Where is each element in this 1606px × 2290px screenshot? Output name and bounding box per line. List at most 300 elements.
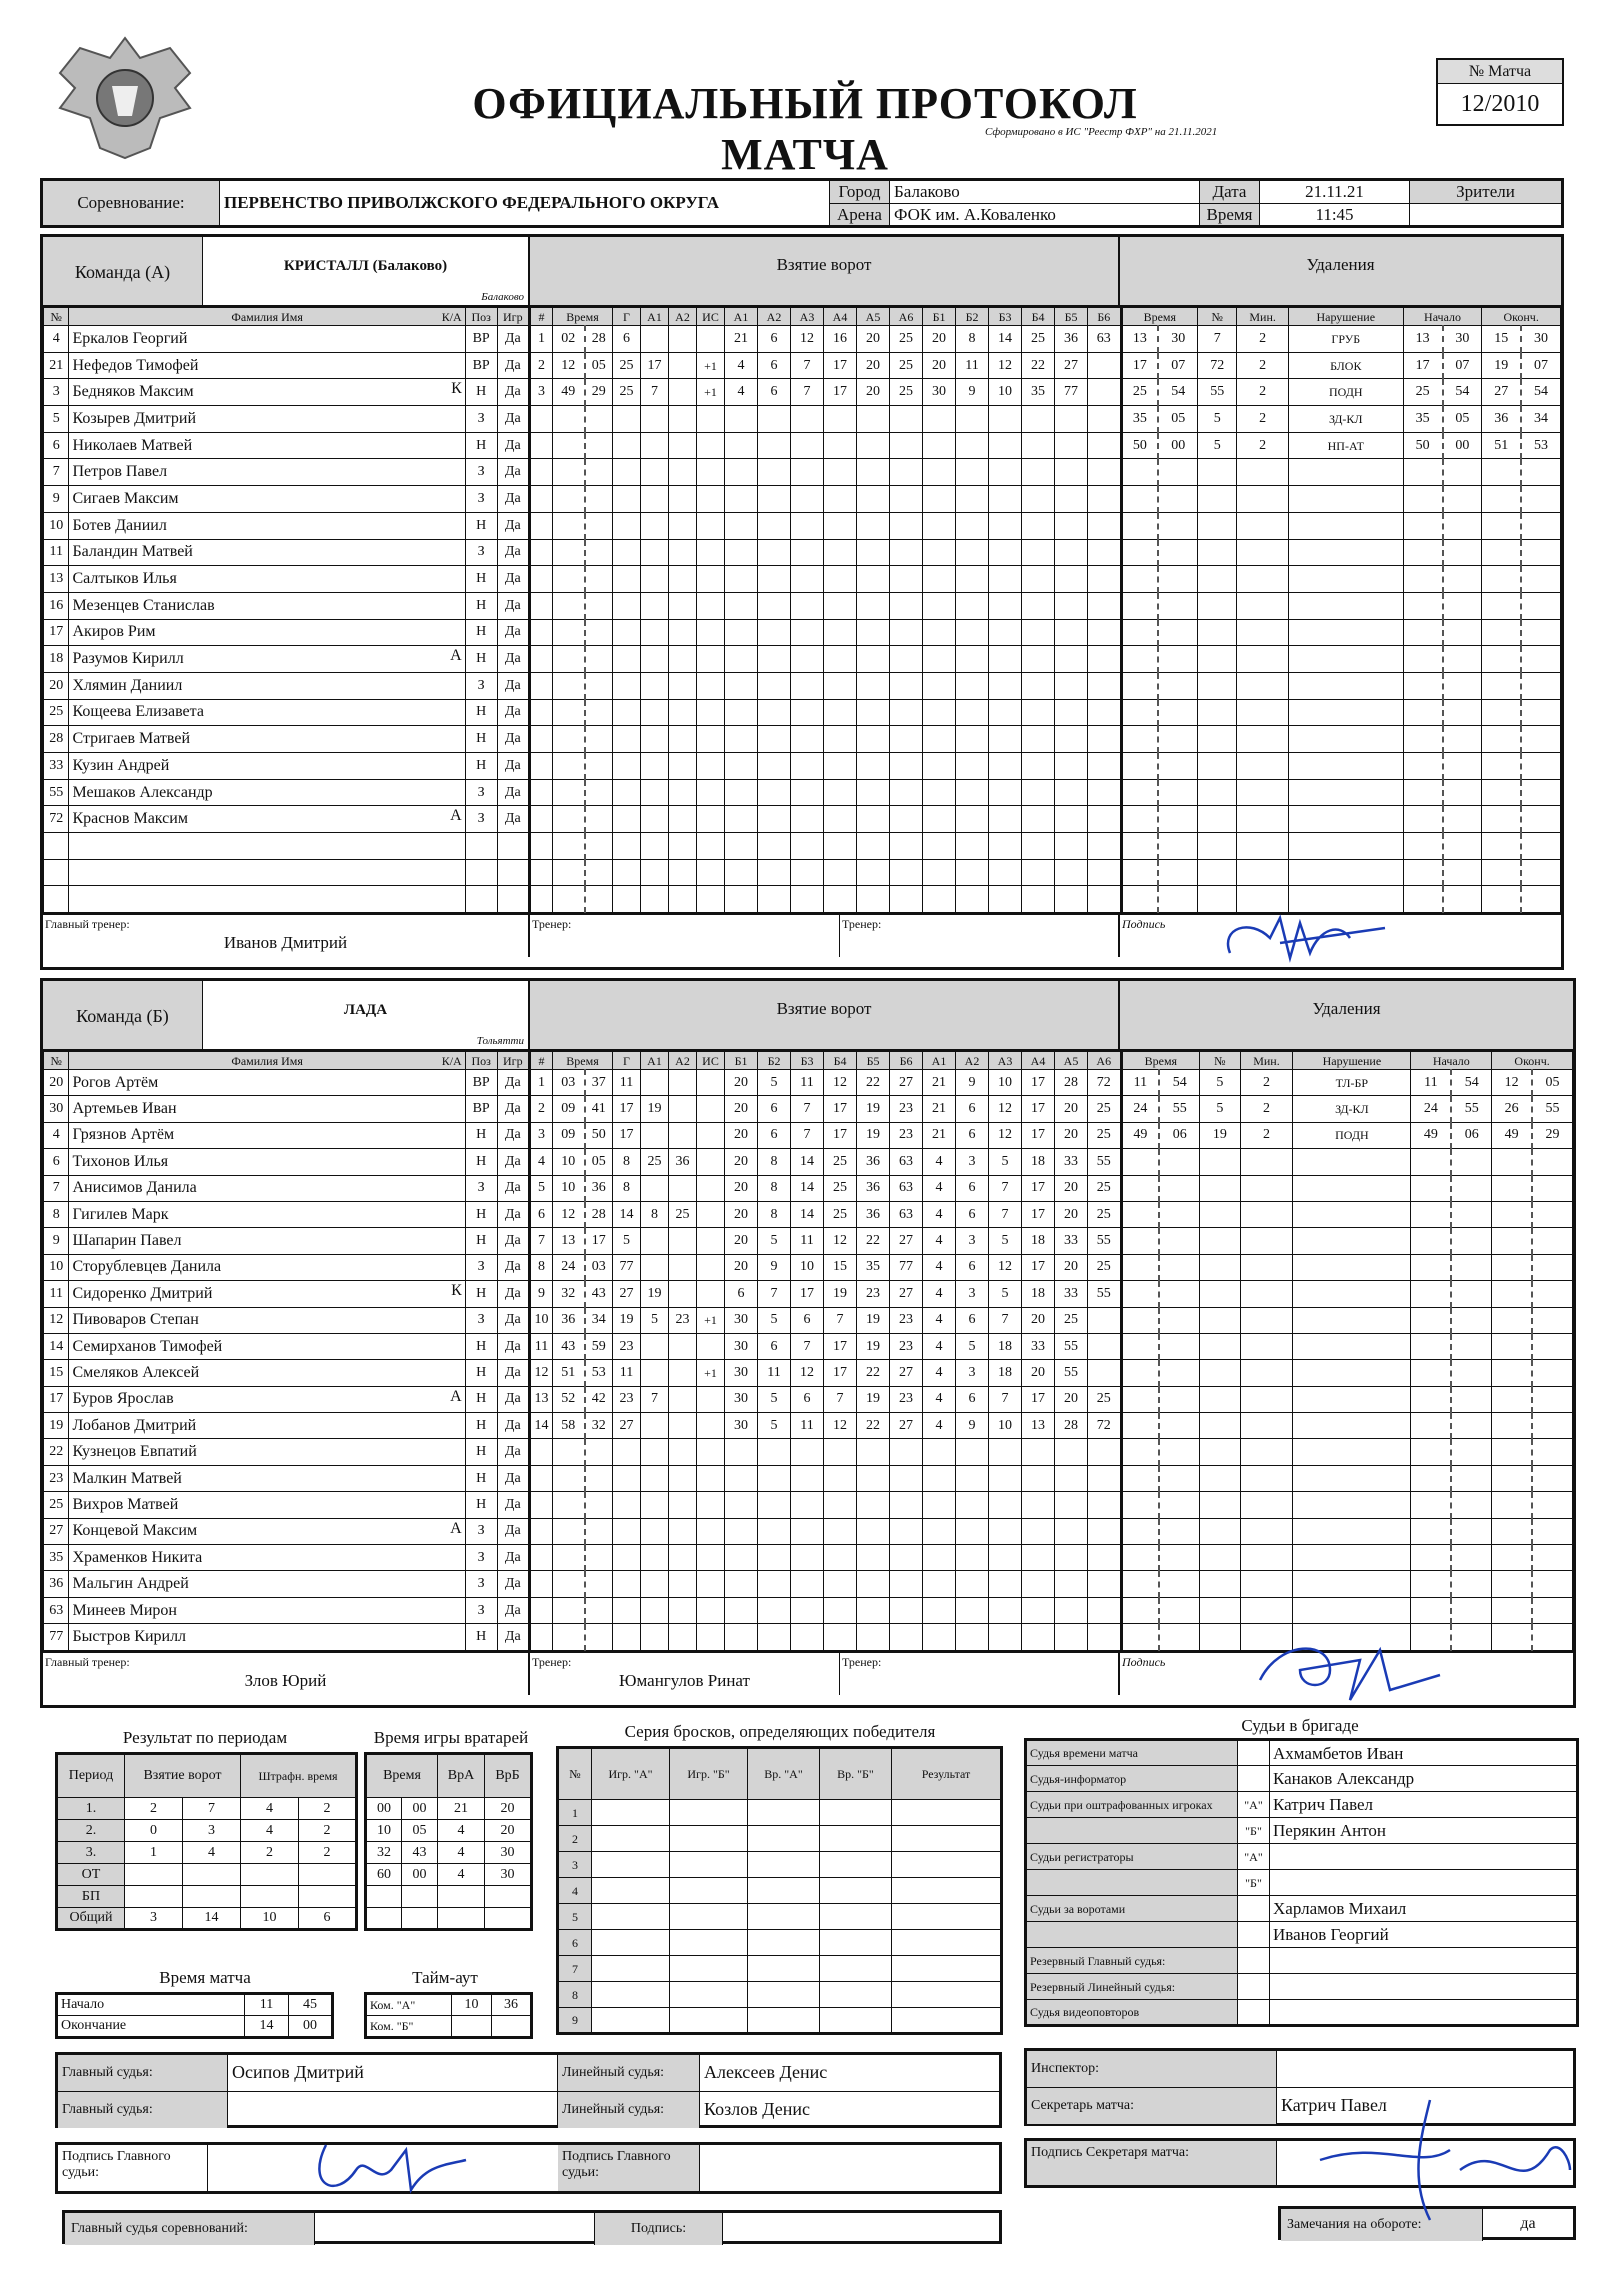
player-pos [465,833,497,860]
goal-cell: 33 [1055,1228,1088,1254]
goal-cell: 72 [1088,1070,1121,1096]
goalie-time-table [364,1752,533,1931]
penalty-header: Мин. [1237,308,1288,326]
roster-row [44,859,530,886]
goal-cell: 6 [956,1307,989,1333]
official-team [1238,1948,1270,1974]
roster-row [44,1545,530,1571]
goal-row [531,1254,1121,1280]
roster-row [44,833,530,860]
player-name-text: Тихонов Илья [72,1152,169,1170]
penalty-header: Нарушение [1288,308,1403,326]
goal-row [531,859,1121,886]
penalty-cell [1159,1413,1199,1439]
referees-box [55,2052,1002,2128]
penalty-cell [1159,1386,1199,1412]
goal-cell [923,432,956,459]
player-number: 18 [44,646,69,673]
goal-cell: 4 [923,1360,956,1386]
goal-cell [697,1386,725,1412]
goal-cell [857,806,890,833]
goal-cell [890,566,923,593]
goal-cell [791,779,824,806]
penalty-cell [1451,1492,1491,1518]
goal-cell [1022,1439,1055,1465]
goal-cell [989,1465,1022,1491]
roster-row [44,379,530,406]
goal-cell: 8 [613,1149,641,1175]
match-number-label: № Матча [1438,60,1562,84]
penalty-cell [1288,726,1403,753]
shootout-cell [892,1904,1002,1930]
goal-cell: 20 [725,1228,758,1254]
penalty-cell [1122,459,1158,486]
penalty-cell [1403,859,1442,886]
official-role: Резервный Главный судья: [1026,1948,1238,1974]
player-pos: ВР [465,352,497,379]
player-name [69,1624,465,1650]
player-played: Да [497,672,529,699]
goal-cell: 28 [1055,1413,1088,1439]
penalty-cell [1200,1571,1240,1597]
player-name-text: Мальгин Андрей [72,1575,189,1593]
goal-header: А2 [758,308,791,326]
penalty-cell [1293,1281,1411,1307]
penalty-cell [1240,1307,1293,1333]
roster-row [44,1439,530,1465]
goal-cell [1022,1518,1055,1544]
goal-cell: 17 [1022,1122,1055,1148]
goal-cell [697,1597,725,1623]
penalty-cell: 72 [1198,352,1237,379]
penalty-cell [1482,806,1521,833]
goal-cell [890,592,923,619]
penalty-cell [1451,1307,1491,1333]
goal-cell [890,1465,923,1491]
goal-cell: 18 [1022,1149,1055,1175]
shootout-cell [670,1904,748,1930]
goal-cell [669,1096,697,1122]
goal-cell [669,406,697,433]
penalty-cell [1293,1492,1411,1518]
penalty-row [1122,1149,1572,1175]
goal-cell: 36 [857,1149,890,1175]
goal-cell [857,619,890,646]
penalty-cell [1122,779,1158,806]
goal-cell [1055,672,1088,699]
penalty-cell [1122,1518,1159,1544]
penalty-row [1122,1386,1572,1412]
goal-header: Б2 [758,1052,791,1070]
goal-cell [531,1624,553,1650]
goal-cell [641,753,669,780]
penalty-cell [1482,726,1521,753]
goal-cell: 11 [791,1228,824,1254]
penalty-cell [1200,1518,1240,1544]
goal-cell: 17 [1022,1175,1055,1201]
goal-cell [989,566,1022,593]
goal-cell [1088,1492,1121,1518]
player-played: Да [497,352,529,379]
goal-cell [890,512,923,539]
goal-header: Г [613,1052,641,1070]
player-number: 9 [44,486,69,513]
shootout-cell [592,1878,670,1904]
goal-cell: 9 [956,1070,989,1096]
goal-cell: 8 [956,326,989,353]
goal-cell: 11 [791,1413,824,1439]
roster-header-ka: К/А [441,309,462,324]
penalty-cell [1451,1386,1491,1412]
goal-cell [669,1492,697,1518]
goal-cell [585,1571,613,1597]
penalty-cell [1443,779,1482,806]
period-cell: ОТ [57,1864,125,1886]
penalty-row [1122,1307,1572,1333]
goal-cell [531,539,553,566]
goal-cell [1022,833,1055,860]
shootout-cell [748,1982,820,2008]
period-cell [299,1886,357,1908]
official-name: Харламов Михаил [1270,1896,1578,1922]
goal-cell [553,1465,585,1491]
goal-cell [824,566,857,593]
player-role: К [451,380,462,398]
goal-cell [553,486,585,513]
goal-cell: 5 [989,1149,1022,1175]
goal-cell: 17 [1022,1254,1055,1280]
period-cell: 1 [125,1842,183,1864]
penalty-cell [1403,459,1442,486]
penalty-cell [1200,1545,1240,1571]
penalty-cell: 34 [1521,406,1560,433]
goal-cell [791,646,824,673]
penalty-cell [1200,1201,1240,1227]
goal-cell [923,726,956,753]
goal-cell [613,886,641,913]
player-played [497,833,529,860]
player-name-text: Петров Павел [72,463,168,481]
goal-cell [725,406,758,433]
penalty-cell [1293,1545,1411,1571]
goal-cell [1055,592,1088,619]
goal-cell: 20 [1055,1254,1088,1280]
goal-cell: 22 [857,1228,890,1254]
goal-cell [725,726,758,753]
roster-row [44,1122,530,1148]
penalty-cell: 07 [1158,352,1197,379]
goal-cell [697,1228,725,1254]
goal-cell [641,592,669,619]
player-name-text: Лобанов Дмитрий [72,1416,197,1434]
player-played: Да [497,806,529,833]
player-played: Да [497,1518,529,1544]
goal-cell [697,806,725,833]
shootout-header: Игр. "А" [592,1748,670,1800]
period-cell: 6 [299,1908,357,1930]
goal-cell [857,753,890,780]
goal-row [531,1307,1121,1333]
shootout-cell [892,1826,1002,1852]
goal-cell: 25 [1055,1307,1088,1333]
goal-row [531,1281,1121,1307]
goal-cell: 28 [585,326,613,353]
goal-cell [956,753,989,780]
penalty-row [1122,1439,1572,1465]
goal-cell [1022,432,1055,459]
goal-cell: 20 [725,1201,758,1227]
penalty-cell [1293,1386,1411,1412]
goal-cell [989,1571,1022,1597]
roster-row [44,486,530,513]
penalty-cell: 25 [1122,379,1158,406]
goal-cell [857,539,890,566]
penalty-row [1122,672,1560,699]
goal-cell [641,646,669,673]
penalty-cell [1293,1149,1411,1175]
goal-cell [553,806,585,833]
goal-cell: 34 [585,1307,613,1333]
penalty-cell [1411,1439,1451,1465]
goal-cell [890,459,923,486]
goal-cell: 15 [824,1254,857,1280]
penalty-cell: 5 [1200,1096,1240,1122]
goal-cell: 51 [553,1360,585,1386]
goal-cell [613,512,641,539]
goal-cell [1088,806,1121,833]
goal-cell: 63 [890,1175,923,1201]
goal-cell: 12 [989,1122,1022,1148]
penalty-cell [1521,486,1560,513]
shootout-cell [820,1982,892,2008]
roster-row [44,1201,530,1227]
goal-cell [890,1518,923,1544]
goal-row [531,672,1121,699]
official-row [1026,1740,1578,1766]
goal-cell [1088,592,1121,619]
goal-cell [1088,859,1121,886]
player-name [69,1307,465,1333]
goal-cell: 3 [956,1149,989,1175]
penalty-cell [1240,1597,1293,1623]
goal-cell [956,699,989,726]
goal-cell [669,779,697,806]
goal-header: Время [553,1052,613,1070]
goal-cell [956,833,989,860]
goal-cell [585,1624,613,1650]
goal-cell [989,592,1022,619]
goal-row [531,886,1121,913]
penalty-cell [1198,806,1237,833]
goal-cell [989,539,1022,566]
player-name-text: Сидоренко Дмитрий [72,1284,213,1302]
goal-cell [531,1492,553,1518]
goal-row [531,1465,1121,1491]
goalie-cell [438,1908,485,1930]
goal-cell [956,672,989,699]
player-name-text: Кузнецов Евпатий [72,1443,197,1461]
penalty-cell: 15 [1482,326,1521,353]
penalty-cell [1443,833,1482,860]
penalty-cell [1122,699,1158,726]
goal-cell: 4 [923,1386,956,1412]
penalty-cell: 2 [1237,432,1288,459]
timeout-b-m [492,2016,532,2038]
player-number: 20 [44,1070,69,1096]
goal-cell [1022,459,1055,486]
penalty-cell: 30 [1521,326,1560,353]
player-name-text: Анисимов Данила [72,1179,197,1197]
goal-row [531,1360,1121,1386]
shootout-cell [820,1800,892,1826]
shootout-cell [748,1956,820,1982]
penalty-cell [1451,1175,1491,1201]
goal-cell [989,1518,1022,1544]
player-name [69,1281,465,1307]
goal-cell: 22 [1022,352,1055,379]
goal-cell: 32 [585,1413,613,1439]
penalty-cell [1288,646,1403,673]
chief2 [228,2092,558,2128]
roster-row [44,1386,530,1412]
goal-cell: 7 [824,1307,857,1333]
goal-cell [824,486,857,513]
goal-cell [585,833,613,860]
goal-cell [1088,432,1121,459]
penalty-cell: 2 [1237,352,1288,379]
penalty-cell [1532,1518,1572,1544]
goal-cell: 5 [641,1307,669,1333]
goal-cell: 22 [857,1360,890,1386]
goal-cell: 25 [890,352,923,379]
player-number: 22 [44,1439,69,1465]
player-name [69,1175,465,1201]
penalty-cell [1122,672,1158,699]
penalty-cell [1492,1545,1532,1571]
roster-row [44,753,530,780]
penalty-cell [1443,592,1482,619]
penalty-cell [1237,566,1288,593]
penalty-cell [1200,1149,1240,1175]
goal-cell [613,726,641,753]
goal-row [531,406,1121,433]
chief-signature-box [55,2142,1002,2194]
goal-cell: 42 [585,1386,613,1412]
signature-label: Подпись [1122,917,1166,932]
penalty-cell [1411,1465,1451,1491]
goal-cell: 19 [613,1307,641,1333]
player-number: 12 [44,1307,69,1333]
goal-cell: 09 [553,1122,585,1148]
roster-header: Игр [497,308,529,326]
roster-row [44,1254,530,1280]
player-role: К [451,1282,462,1300]
penalty-cell [1240,1492,1293,1518]
penalty-cell [1158,753,1197,780]
goal-cell: 37 [585,1070,613,1096]
period-cell: 10 [241,1908,299,1930]
penalty-row [1122,486,1560,513]
penalty-cell: 35 [1122,406,1158,433]
goal-cell: 33 [1055,1149,1088,1175]
goal-cell [1022,566,1055,593]
penalty-cell [1492,1439,1532,1465]
goal-cell [553,859,585,886]
goal-cell [585,726,613,753]
goal-cell [669,833,697,860]
goal-cell [1055,1597,1088,1623]
goal-cell: 25 [1022,326,1055,353]
penalty-cell [1198,779,1237,806]
goal-cell [989,1597,1022,1623]
penalty-cell [1159,1571,1199,1597]
goal-cell [791,1624,824,1650]
roster-header: № [44,308,69,326]
penalty-cell [1451,1281,1491,1307]
shootout-table [556,1746,1003,2035]
goalie-cell [485,1886,532,1908]
penalty-cell: 49 [1411,1122,1451,1148]
penalty-row [1122,1228,1572,1254]
goal-cell [758,1624,791,1650]
player-name-text: Нефедов Тимофей [72,356,199,374]
goal-cell [857,1624,890,1650]
goal-cell [531,646,553,673]
player-name-text: Баландин Матвей [72,543,193,561]
player-played: Да [497,1122,529,1148]
player-name-text: Шапарин Павел [72,1232,182,1250]
goal-cell [641,1333,669,1359]
goal-cell: 27 [890,1360,923,1386]
goal-row [531,779,1121,806]
penalty-row [1122,779,1560,806]
penalty-row [1122,1465,1572,1491]
penalty-cell [1492,1624,1532,1650]
goal-cell [758,646,791,673]
goal-cell [553,833,585,860]
goal-cell [669,859,697,886]
goal-cell: 17 [824,1333,857,1359]
player-name [69,1492,465,1518]
goal-cell: 17 [1022,1201,1055,1227]
goal-cell: 16 [824,326,857,353]
goal-cell: 25 [890,379,923,406]
goal-cell [531,806,553,833]
match-start-h: 11 [245,1994,289,2016]
goal-cell [669,806,697,833]
goal-cell: 4 [725,379,758,406]
goal-cell: 19 [824,1281,857,1307]
player-number: 15 [44,1360,69,1386]
penalty-cell [1451,1360,1491,1386]
penalty-header: Оконч. [1482,308,1561,326]
player-name [69,1070,465,1096]
penalty-cell [1200,1307,1240,1333]
goal-cell [1055,1465,1088,1491]
roster-row [44,619,530,646]
goal-cell: 7 [989,1175,1022,1201]
goal-cell [669,1545,697,1571]
match-end-m: 00 [289,2016,333,2038]
penalty-cell: 2 [1237,379,1288,406]
goal-cell: 17 [613,1122,641,1148]
shootout-cell [670,1852,748,1878]
penalty-cell: 54 [1521,379,1560,406]
goal-cell [725,432,758,459]
roster-row [44,1571,530,1597]
competition-label: Соревнование: [43,181,220,225]
penalty-row [1122,406,1560,433]
